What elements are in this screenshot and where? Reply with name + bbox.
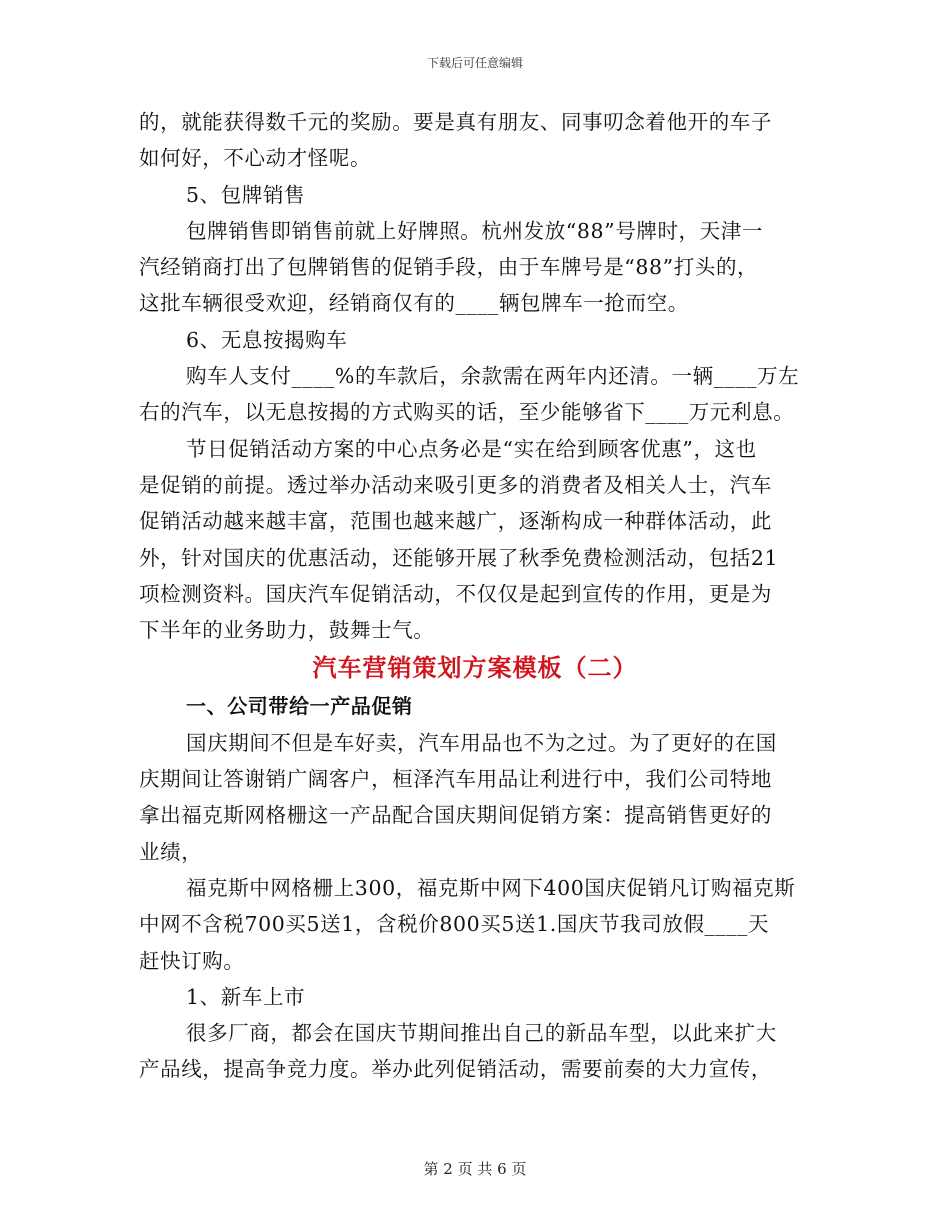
paragraphs-part1 (139, 104, 811, 648)
text-line: 是促销的前提。透过举办活动来吸引更多的消费者及相关人士，汽车 (139, 472, 772, 497)
text-line: 项检测资料。国庆汽车促销活动，不仅仅是起到宣传的作用，更是为 (139, 581, 772, 606)
text-line: 外，针对国庆的优惠活动，还能够开展了秋季免费检测活动，包括21 (139, 545, 779, 570)
text-line: 如何好，不心动才怪呢。 (139, 146, 372, 171)
text-line: 5、包牌销售 (186, 182, 306, 207)
text-line: 1、新车上市 (186, 984, 306, 1009)
section-heading: 一、公司带给一产品促销 (186, 694, 413, 719)
text-line: 国庆期间不但是车好卖，汽车用品也不为之过。为了更好的在国 (186, 730, 777, 755)
text-line: 业绩， (139, 839, 203, 864)
text-line: 的，就能获得数千元的奖励。要是真有朋友、同事叨念着他开的车子 (139, 110, 772, 134)
document-body (139, 104, 811, 1088)
text-line: 庆期间让答谢销广阔客户，桓泽汽车用品让利进行中，我们公司特地 (139, 767, 772, 792)
page-header: 下载后可任意编辑 (426, 56, 523, 70)
paragraphs-part2 (139, 725, 811, 1088)
text-line: 很多厂商，都会在国庆节期间推出自己的新品车型，以此来扩大 (186, 1021, 777, 1046)
text-line: 包牌销售即销售前就上好牌照。杭州发放“88”号牌时，天津一 (186, 218, 763, 243)
text-line: 产品线，提高争竞力度。举办此列促销活动，需要前奏的大力宣传， (139, 1057, 772, 1082)
text-line: 这批车辆很受欢迎，经销商仅有的____辆包牌车一抢而空。 (139, 291, 689, 316)
text-line: 中网不含税700买5送1，含税价800买5送1.国庆节我司放假____天 (139, 912, 770, 937)
text-line: 右的汽车，以无息按揭的方式购买的话，至少能够省下____万元利息。 (139, 400, 795, 425)
text-line: 下半年的业务助力，鼓舞士气。 (139, 618, 435, 643)
text-line: 节日促销活动方案的中心点务必是“实在给到顾客优惠”，这也 (186, 436, 757, 461)
text-line: 6、无息按揭购车 (186, 327, 348, 352)
text-line: 汽经销商打出了包牌销售的促销手段，由于车牌号是“88”打头的， (139, 255, 759, 280)
text-line: 购车人支付____%的车款后，余款需在两年内还清。一辆____万左 (186, 364, 800, 389)
text-line: 促销活动越来越丰富，范围也越来越广，逐渐构成一种群体活动，此 (139, 509, 772, 534)
text-line: 拿出福克斯网格栅这一产品配合国庆期间促销方案：提高销售更好的 (139, 803, 772, 828)
text-line: 福克斯中网格栅上300，福克斯中网下400国庆促销凡订购福克斯 (186, 875, 796, 900)
section-title: 汽车营销策划方案模板（二） (312, 653, 638, 683)
text-line: 赶快订购。 (139, 948, 245, 973)
page-footer: 第 2 页 共 6 页 (423, 1160, 527, 1178)
